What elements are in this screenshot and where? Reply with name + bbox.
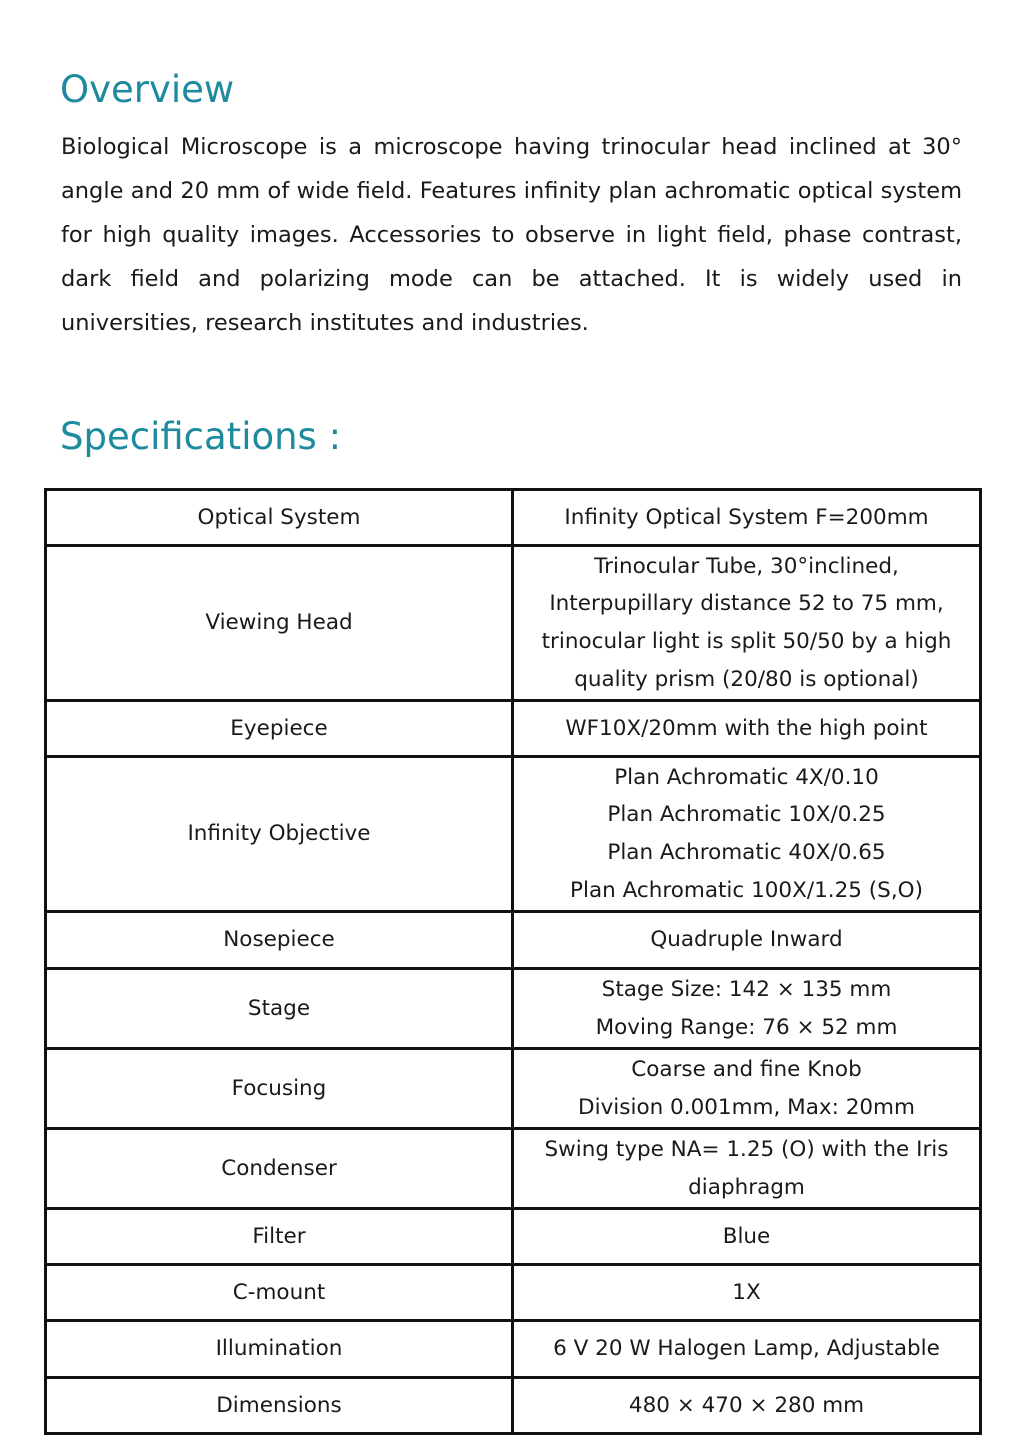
spec-label: Viewing Head — [46, 546, 513, 701]
spec-row-optical-system — [46, 490, 981, 546]
spec-value — [513, 490, 981, 546]
spec-value-line: Trinocular Tube, 30°inclined, — [594, 553, 899, 579]
spec-value-line: Interpupillary distance 52 to 75 mm, — [549, 591, 944, 617]
spec-row-eyepiece — [46, 701, 981, 757]
spec-value-line: Swing type NA= 1.25 (O) with the Iris — [544, 1136, 949, 1162]
spec-value-line: Blue — [722, 1223, 771, 1249]
spec-label: Nosepiece — [46, 912, 513, 969]
spec-value — [513, 757, 981, 912]
spec-row-focusing — [46, 1049, 981, 1129]
spec-value-line: Plan Achromatic 10X/0.25 — [607, 802, 886, 828]
spec-value — [513, 1129, 981, 1209]
spec-value-line: Moving Range: 76 × 52 mm — [595, 1014, 898, 1040]
spec-value — [513, 912, 981, 969]
spec-value-line: Plan Achromatic 40X/0.65 — [607, 840, 886, 865]
spec-value — [513, 1265, 981, 1321]
overview-paragraph: Biological Microscope is a microscope having trinocular head inclined at 30° angle and 20 mm of wide field. Features infinity plan achromatic optical system for high quality images. Accessories to observe in light field, phase contrast, dark field and polarizing mode can be attached. It is widely used in universities, research institutes and industries. — [61, 134, 962, 336]
spec-label: C-mount — [46, 1265, 513, 1321]
spec-value — [513, 701, 981, 757]
spec-value-line: quality prism (20/80 is optional) — [574, 666, 919, 692]
spec-value-line: 480 × 470 × 280 mm — [628, 1392, 865, 1418]
specifications-heading: Specifications : — [60, 415, 342, 458]
spec-label: Focusing — [46, 1049, 513, 1129]
spec-row-dimensions — [46, 1378, 981, 1434]
spec-value — [513, 546, 981, 701]
spec-value — [513, 969, 981, 1049]
spec-label: Dimensions — [46, 1378, 513, 1434]
spec-value-line: Quadruple Inward — [650, 927, 843, 953]
spec-label: Filter — [46, 1209, 513, 1265]
spec-value — [513, 1049, 981, 1129]
spec-value-line: 1X — [732, 1279, 761, 1305]
spec-value-line: Plan Achromatic 100X/1.25 (S,O) — [570, 877, 923, 903]
spec-label: Infinity Objective — [46, 757, 513, 912]
spec-value-line: WF10X/20mm with the high point — [565, 715, 928, 741]
spec-value-line: Stage Size: 142 × 135 mm — [601, 976, 892, 1002]
spec-value — [513, 1321, 981, 1378]
spec-value — [513, 1209, 981, 1265]
spec-row-stage — [46, 969, 981, 1049]
spec-row-illumination — [46, 1321, 981, 1378]
spec-value — [513, 1378, 981, 1434]
spec-value-line: Infinity Optical System F=200mm — [564, 504, 929, 530]
spec-value-line: trinocular light is split 50/50 by a high — [541, 629, 952, 654]
spec-value-line: Division 0.001mm, Max: 20mm — [578, 1094, 915, 1120]
spec-row-filter — [46, 1209, 981, 1265]
spec-label: Stage — [46, 969, 513, 1049]
spec-row-infinity-objective — [46, 757, 981, 912]
spec-row-viewing-head — [46, 546, 981, 701]
spec-label: Illumination — [46, 1321, 513, 1378]
spec-row-nosepiece — [46, 912, 981, 969]
spec-value-line: Coarse and fine Knob — [631, 1056, 862, 1082]
overview-heading: Overview — [60, 68, 235, 111]
spec-label: Eyepiece — [46, 701, 513, 757]
spec-row-c-mount — [46, 1265, 981, 1321]
spec-label: Condenser — [46, 1129, 513, 1209]
spec-value-line: 6 V 20 W Halogen Lamp, Adjustable — [553, 1336, 940, 1362]
spec-value-line: diaphragm — [688, 1174, 805, 1200]
specifications-table — [44, 488, 982, 1435]
spec-row-condenser — [46, 1129, 981, 1209]
spec-value-line: Plan Achromatic 4X/0.10 — [614, 764, 879, 790]
spec-label: Optical System — [46, 490, 513, 546]
